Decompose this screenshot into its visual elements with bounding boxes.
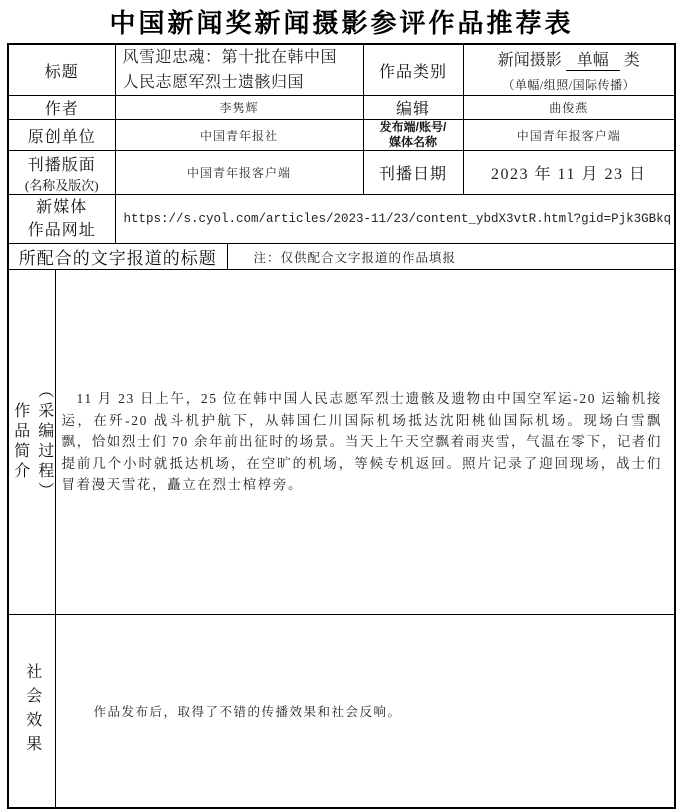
row-url bbox=[8, 195, 675, 244]
category-value bbox=[463, 44, 675, 96]
row-text-report-title bbox=[8, 244, 675, 270]
category-line1 bbox=[464, 47, 675, 71]
row-original-unit bbox=[8, 120, 675, 151]
publish-platform-value: 中国青年报客户端 bbox=[463, 120, 675, 151]
editor-label: 编辑 bbox=[363, 96, 463, 120]
author-label: 作者 bbox=[8, 96, 115, 120]
social-effect-label bbox=[8, 615, 56, 808]
intro-text: 11 月 23 日上午，25 位在韩中国人民志愿军烈士遗骸及遗物由中国空军运-20 运输机接运，在歼-20 战斗机护航下，从韩国仁川国际机场抵达沈阳桃仙国际机场。现场白雪飘飘，恰如烈士们 70 余年前出征时的场景。当天上午天空飘着雨夹雪，气温在零下，记者们提前几个小时就抵达机场，在空旷的机场，等候专机返回。照片记录了迎回现场，战士们冒着漫天雪花，矗立在烈士棺椁旁。 bbox=[61, 391, 663, 493]
intro-cell bbox=[56, 270, 675, 615]
editor-value: 曲俊燕 bbox=[463, 96, 675, 120]
category-prefix: 新闻摄影 bbox=[497, 52, 562, 69]
original-unit-label: 原创单位 bbox=[8, 120, 115, 151]
intro-label-sub: （采编过程） bbox=[35, 382, 53, 502]
title-value-line2: 人民志愿军烈士遗骸归国 bbox=[122, 74, 305, 91]
row-intro bbox=[8, 270, 675, 615]
intro-label-main: 作品简介 bbox=[11, 402, 29, 482]
publish-platform-label-line1: 发布端/账号/ bbox=[379, 120, 447, 134]
social-effect-text: 作品发布后，取得了不错的传播效果和社会反响。 bbox=[93, 704, 402, 719]
title-value bbox=[115, 44, 363, 96]
intro-label bbox=[8, 270, 56, 615]
row-author bbox=[8, 96, 675, 120]
url-value: https://s.cyol.com/articles/2023-11/23/content_ybdX3vtR.html?gid=Pjk3GBkq bbox=[115, 195, 675, 244]
publish-date-value: 2023 年 11 月 23 日 bbox=[463, 151, 675, 195]
original-unit-value: 中国青年报社 bbox=[115, 120, 363, 151]
page-layout-label-line1: 刊播版面 bbox=[27, 156, 96, 174]
url-label-line2: 作品网址 bbox=[27, 222, 96, 239]
url-label bbox=[8, 195, 115, 244]
publish-platform-label bbox=[363, 120, 463, 151]
category-options: （单幅/组照/国际传播） bbox=[502, 78, 636, 92]
page-layout-label-line2: (名称及版次) bbox=[24, 177, 99, 193]
author-value: 李隽辉 bbox=[115, 96, 363, 120]
url-label-line1: 新媒体 bbox=[36, 199, 88, 216]
category-suffix: 类 bbox=[623, 52, 640, 69]
social-effect-cell bbox=[56, 615, 675, 808]
category-label: 作品类别 bbox=[363, 44, 463, 96]
publish-platform-label-line2: 媒体名称 bbox=[389, 135, 438, 149]
title-label: 标题 bbox=[8, 44, 115, 96]
category-selected: 单幅 bbox=[566, 47, 620, 71]
social-effect-label-text: 社会效果 bbox=[23, 662, 41, 759]
row-social-effect bbox=[8, 615, 675, 808]
row-page-layout bbox=[8, 151, 675, 195]
row-title bbox=[8, 44, 675, 96]
text-report-title-label: 所配合的文字报道的标题 bbox=[8, 244, 227, 270]
text-report-title-note: 注：仅供配合文字报道的作品填报 bbox=[227, 244, 675, 270]
recommendation-form-table bbox=[7, 43, 676, 809]
page-layout-value: 中国青年报客户端 bbox=[115, 151, 363, 195]
page-layout-label bbox=[8, 151, 115, 195]
page-title: 中国新闻奖新闻摄影参评作品推荐表 bbox=[109, 8, 574, 38]
title-value-line1: 风雪迎忠魂：第十批在韩中国 bbox=[122, 49, 338, 66]
publish-date-label: 刊播日期 bbox=[363, 151, 463, 195]
